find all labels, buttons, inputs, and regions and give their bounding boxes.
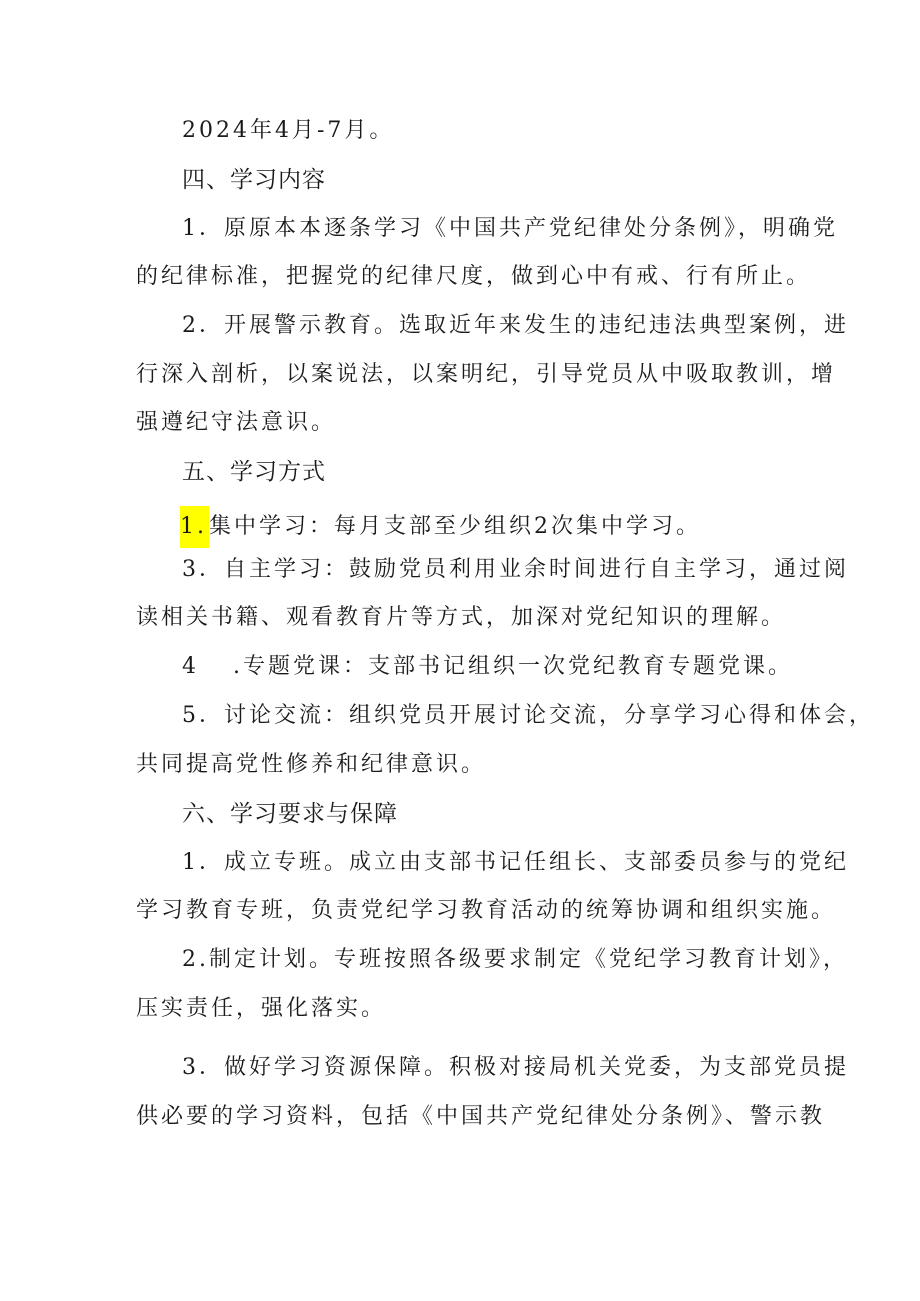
sec6-item1-line1: 1．成立专班。成立由支部书记任组长、支部委员参与的党纪 — [182, 850, 849, 875]
sec5-item5-line1: 5．讨论交流：组织党员开展讨论交流，分享学习心得和体会， — [182, 703, 874, 728]
sec4-item1-line1: 1．原原本本逐条学习《中国共产党纪律处分条例》，明确党 — [182, 216, 838, 241]
section-5-heading: 五、学习方式 — [182, 459, 326, 485]
sec5-item4-number: 4 — [182, 654, 199, 679]
highlighted-number: 1. — [180, 506, 209, 548]
sec5-item1-text: 集中学习：每月支部至少组织2次集中学习。 — [209, 514, 701, 539]
sec6-item2-line1: 2.制定计划。专班按照各级要求制定《党纪学习教育计划》， — [182, 947, 848, 972]
sec5-item3-line1: 3．自主学习：鼓励党员利用业余时间进行自主学习，通过阅 — [182, 557, 849, 582]
sec6-item1-line2: 学习教育专班，负责党纪学习教育活动的统筹协调和组织实施。 — [136, 898, 837, 923]
sec6-item3-line1: 3．做好学习资源保障。积极对接局机关党委，为支部党员提 — [182, 1055, 849, 1080]
sec4-item2-line2: 行深入剖析，以案说法，以案明纪，引导党员从中吸取教训，增 — [136, 362, 837, 387]
sec4-item1-line2: 的纪律标准，把握党的纪律尺度，做到心中有戒、行有所止。 — [136, 264, 812, 289]
sec5-item5-line2: 共同提高党性修养和纪律意识。 — [136, 752, 487, 777]
sec4-item2-line3: 强遵纪守法意识。 — [136, 410, 337, 435]
sec5-item4 — [182, 652, 793, 682]
sec5-item3-line2: 读相关书籍、观看教育片等方式，加深对党纪知识的理解。 — [136, 605, 787, 630]
sec5-item4-text: .专题党课：支部书记组织一次党纪教育专题党课。 — [233, 654, 793, 679]
section-4-heading: 四、学习内容 — [182, 167, 326, 193]
sec6-item3-line2: 供必要的学习资料，包括《中国共产党纪律处分条例》、警示教 — [136, 1104, 826, 1129]
sec6-item2-line2: 压实责任，强化落实。 — [136, 996, 387, 1021]
section-6-heading: 六、学习要求与保障 — [182, 801, 398, 827]
sec4-item2-line1: 2．开展警示教育。选取近年来发生的违纪违法典型案例，进 — [182, 313, 849, 338]
sec5-item1 — [182, 506, 701, 548]
date-line: 2024年4月-7月。 — [182, 118, 395, 143]
